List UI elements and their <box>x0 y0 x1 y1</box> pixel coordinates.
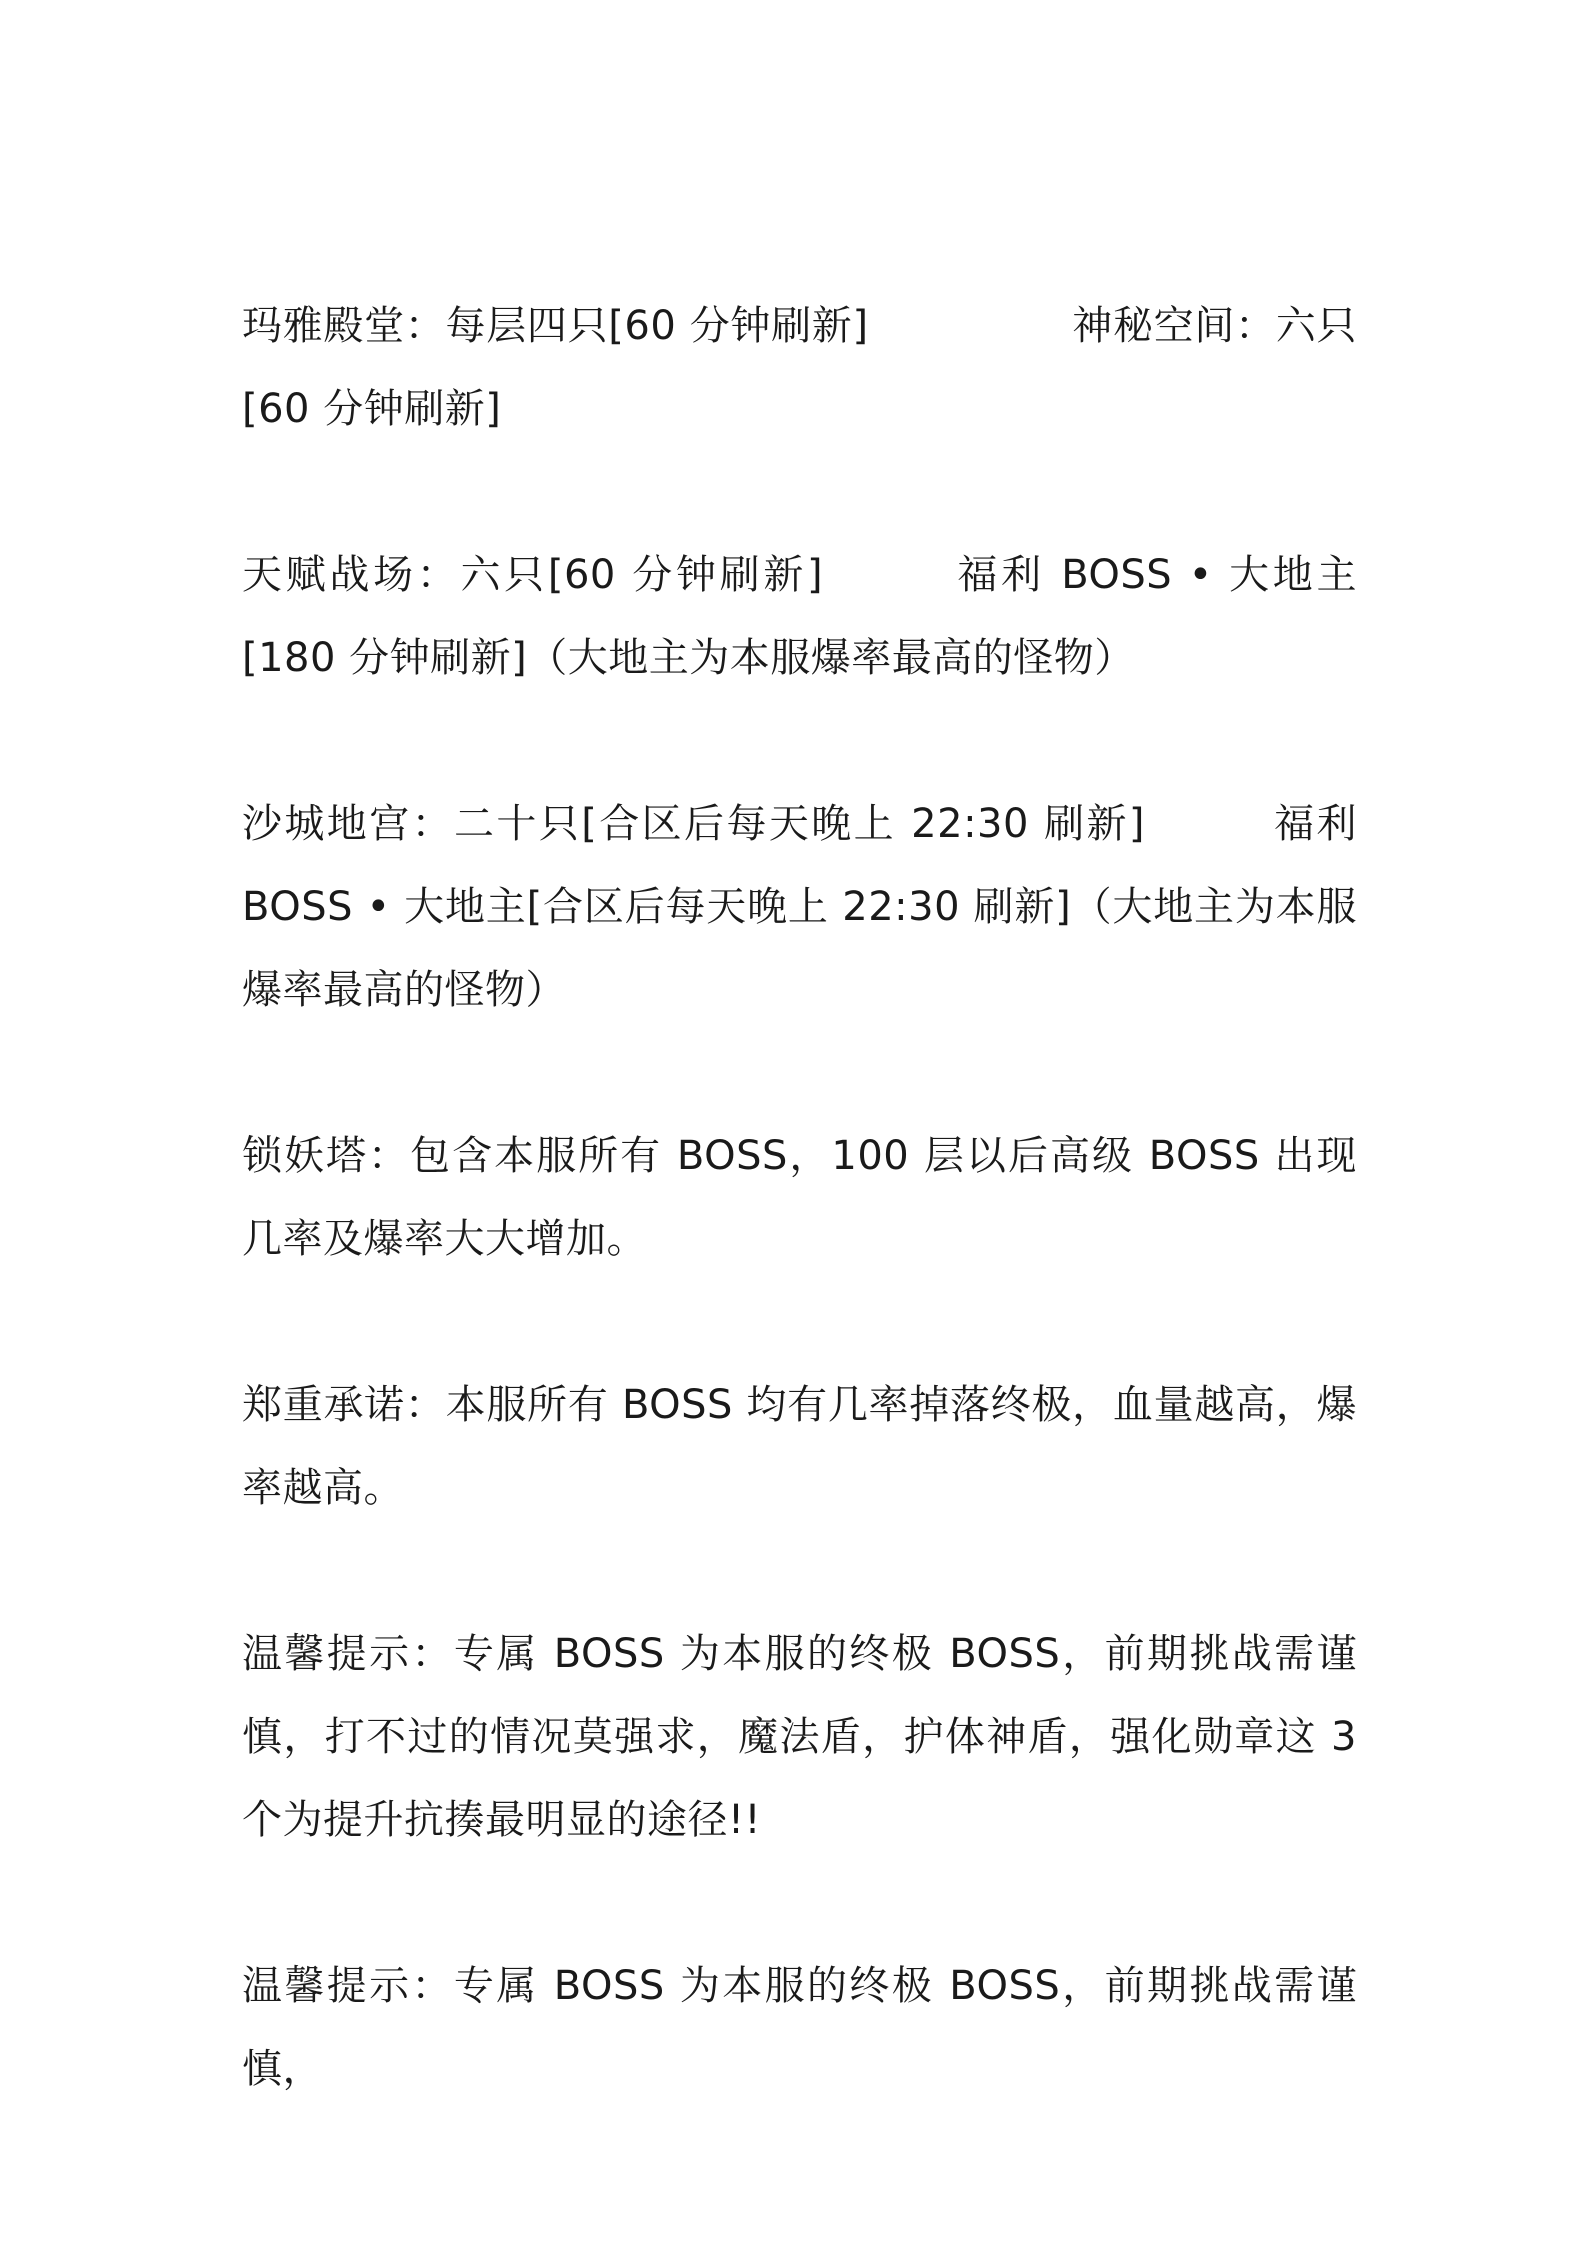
paragraph-spacer <box>242 1862 1357 1945</box>
document-body <box>242 285 1357 2111</box>
paragraph-spacer <box>242 451 1357 534</box>
paragraph-talent-battlefield: 天赋战场：六只[60 分钟刷新] 福利 BOSS • 大地主[180 分钟刷新]（大地主为本服爆率最高的怪物） <box>242 552 1357 681</box>
paragraph-spacer <box>242 700 1357 783</box>
paragraph-tip: 温馨提示：专属 BOSS 为本服的终极 BOSS，前期挑战需谨慎，打不过的情况莫强求，魔法盾，护体神盾，强化勋章这 3 个为提升抗揍最明显的途径!! <box>242 1631 1357 1843</box>
paragraph-tip-repeat: 温馨提示：专属 BOSS 为本服的终极 BOSS，前期挑战需谨慎， <box>242 1963 1357 2092</box>
paragraph-maya-hall: 玛雅殿堂：每层四只[60 分钟刷新] 神秘空间：六只[60 分钟刷新] <box>242 303 1357 432</box>
paragraph-spacer <box>242 1032 1357 1115</box>
paragraph-demon-tower: 锁妖塔：包含本服所有 BOSS，100 层以后高级 BOSS 出现几率及爆率大大增加。 <box>242 1133 1357 1262</box>
paragraph-spacer <box>242 1281 1357 1364</box>
paragraph-sand-city-palace: 沙城地宫：二十只[合区后每天晚上 22:30 刷新] 福利 BOSS • 大地主[合区后每天晚上 22:30 刷新]（大地主为本服爆率最高的怪物） <box>242 801 1357 1013</box>
paragraph-spacer <box>242 1530 1357 1613</box>
paragraph-promise: 郑重承诺：本服所有 BOSS 均有几率掉落终极，血量越高，爆率越高。 <box>242 1382 1357 1511</box>
